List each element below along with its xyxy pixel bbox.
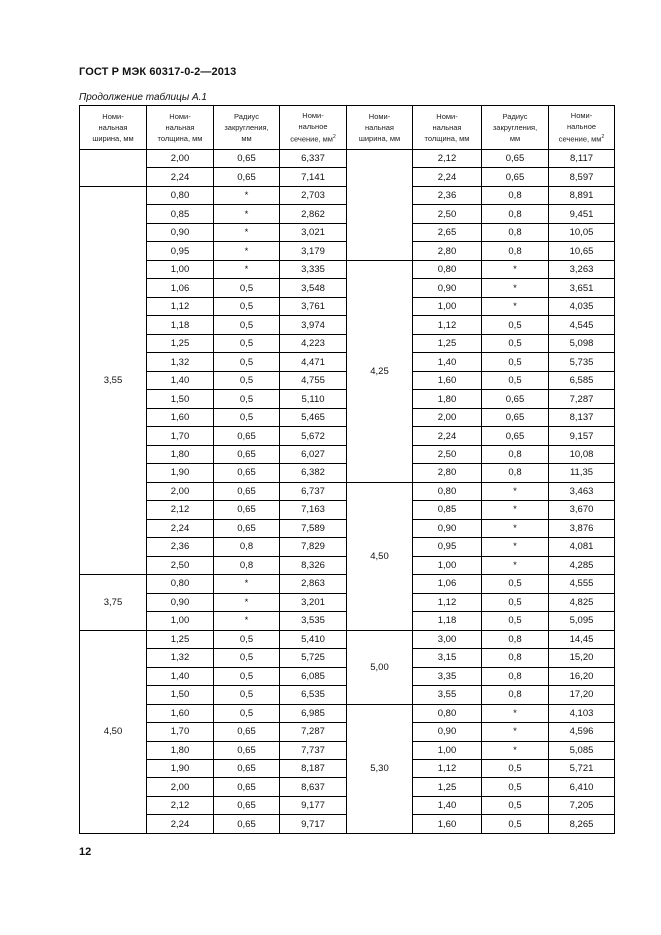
left-width-cell: 4,50 bbox=[80, 630, 147, 833]
left-thickness-cell: 1,12 bbox=[147, 297, 214, 315]
left-radius-cell: * bbox=[214, 223, 280, 241]
left-section-cell: 2,703 bbox=[280, 186, 347, 204]
left-thickness-cell: 2,36 bbox=[147, 538, 214, 556]
right-radius-cell: 0,8 bbox=[482, 186, 549, 204]
right-radius-cell: 0,65 bbox=[482, 168, 549, 186]
right-thickness-cell: 1,25 bbox=[413, 334, 482, 352]
left-thickness-cell: 2,00 bbox=[147, 150, 214, 168]
right-thickness-cell: 0,95 bbox=[413, 538, 482, 556]
left-thickness-cell: 2,12 bbox=[147, 501, 214, 519]
right-width-cell: 5,30 bbox=[347, 704, 413, 833]
right-section-cell: 6,410 bbox=[549, 778, 615, 796]
right-radius-cell: 0,5 bbox=[482, 371, 549, 389]
right-radius-cell: 0,8 bbox=[482, 686, 549, 704]
right-section-cell: 10,05 bbox=[549, 223, 615, 241]
right-thickness-cell: 2,24 bbox=[413, 168, 482, 186]
left-section-cell: 3,201 bbox=[280, 593, 347, 611]
left-thickness-cell: 1,32 bbox=[147, 353, 214, 371]
left-radius-cell: 0,65 bbox=[214, 501, 280, 519]
header-nominal-width-left: Номи- нальная ширина, мм bbox=[80, 106, 147, 150]
right-thickness-cell: 1,12 bbox=[413, 593, 482, 611]
left-section-cell: 7,163 bbox=[280, 501, 347, 519]
left-radius-cell: 0,65 bbox=[214, 150, 280, 168]
left-radius-cell: 0,65 bbox=[214, 427, 280, 445]
right-section-cell: 4,035 bbox=[549, 297, 615, 315]
left-thickness-cell: 1,60 bbox=[147, 408, 214, 426]
left-thickness-cell: 1,90 bbox=[147, 759, 214, 777]
left-radius-cell: 0,65 bbox=[214, 778, 280, 796]
right-section-cell: 16,20 bbox=[549, 667, 615, 685]
left-radius-cell: 0,65 bbox=[214, 168, 280, 186]
left-section-cell: 8,326 bbox=[280, 556, 347, 574]
left-thickness-cell: 0,90 bbox=[147, 223, 214, 241]
right-radius-cell: * bbox=[482, 279, 549, 297]
left-section-cell: 6,985 bbox=[280, 704, 347, 722]
table-row bbox=[80, 704, 615, 722]
right-width-cell: 4,50 bbox=[347, 482, 413, 630]
left-section-cell: 6,382 bbox=[280, 464, 347, 482]
left-section-cell: 7,141 bbox=[280, 168, 347, 186]
left-section-cell: 7,737 bbox=[280, 741, 347, 759]
right-thickness-cell: 1,00 bbox=[413, 297, 482, 315]
right-thickness-cell: 3,00 bbox=[413, 630, 482, 648]
right-thickness-cell: 2,80 bbox=[413, 242, 482, 260]
right-thickness-cell: 2,50 bbox=[413, 445, 482, 463]
right-section-cell: 9,451 bbox=[549, 205, 615, 223]
left-section-cell: 3,761 bbox=[280, 297, 347, 315]
left-radius-cell: * bbox=[214, 260, 280, 278]
right-section-cell: 5,735 bbox=[549, 353, 615, 371]
right-thickness-cell: 1,12 bbox=[413, 759, 482, 777]
document-title: ГОСТ Р МЭК 60317-0-2—2013 bbox=[79, 66, 237, 78]
right-section-cell: 4,545 bbox=[549, 316, 615, 334]
left-thickness-cell: 1,25 bbox=[147, 630, 214, 648]
header-corner-radius-right: Радиус закругления, мм bbox=[482, 106, 549, 150]
left-thickness-cell: 0,80 bbox=[147, 575, 214, 593]
right-radius-cell: 0,65 bbox=[482, 427, 549, 445]
left-section-cell: 5,465 bbox=[280, 408, 347, 426]
right-radius-cell: 0,8 bbox=[482, 205, 549, 223]
table-row bbox=[80, 150, 615, 168]
right-thickness-cell: 1,06 bbox=[413, 575, 482, 593]
table-row bbox=[80, 260, 615, 278]
left-radius-cell: * bbox=[214, 575, 280, 593]
left-thickness-cell: 1,00 bbox=[147, 260, 214, 278]
right-thickness-cell: 2,50 bbox=[413, 205, 482, 223]
left-section-cell: 3,548 bbox=[280, 279, 347, 297]
right-thickness-cell: 2,24 bbox=[413, 427, 482, 445]
right-section-cell: 3,463 bbox=[549, 482, 615, 500]
right-section-cell: 4,081 bbox=[549, 538, 615, 556]
right-thickness-cell: 1,25 bbox=[413, 778, 482, 796]
right-section-cell: 4,825 bbox=[549, 593, 615, 611]
left-radius-cell: 0,5 bbox=[214, 630, 280, 648]
right-radius-cell: 0,5 bbox=[482, 353, 549, 371]
right-section-cell: 4,285 bbox=[549, 556, 615, 574]
left-radius-cell: * bbox=[214, 186, 280, 204]
left-thickness-cell: 1,70 bbox=[147, 427, 214, 445]
right-thickness-cell: 2,36 bbox=[413, 186, 482, 204]
left-radius-cell: 0,5 bbox=[214, 279, 280, 297]
table-header-row bbox=[80, 106, 615, 150]
right-thickness-cell: 2,80 bbox=[413, 464, 482, 482]
superscript-two: 2 bbox=[332, 134, 336, 141]
left-section-cell: 4,223 bbox=[280, 334, 347, 352]
left-radius-cell: 0,5 bbox=[214, 704, 280, 722]
right-section-cell: 9,157 bbox=[549, 427, 615, 445]
page-number: 12 bbox=[79, 846, 92, 858]
right-radius-cell: 0,8 bbox=[482, 649, 549, 667]
left-radius-cell: 0,5 bbox=[214, 297, 280, 315]
right-width-cell bbox=[347, 150, 413, 261]
left-radius-cell: 0,5 bbox=[214, 408, 280, 426]
right-width-cell: 4,25 bbox=[347, 260, 413, 482]
right-thickness-cell: 1,80 bbox=[413, 390, 482, 408]
left-radius-cell: 0,5 bbox=[214, 649, 280, 667]
right-radius-cell: 0,8 bbox=[482, 223, 549, 241]
left-section-cell: 3,335 bbox=[280, 260, 347, 278]
left-section-cell: 2,863 bbox=[280, 575, 347, 593]
right-section-cell: 4,555 bbox=[549, 575, 615, 593]
right-radius-cell: * bbox=[482, 556, 549, 574]
right-section-cell: 10,08 bbox=[549, 445, 615, 463]
left-thickness-cell: 1,60 bbox=[147, 704, 214, 722]
header-nominal-section-right: Номи- нальное сечение, $мм^2$ bbox=[549, 106, 615, 150]
right-section-cell: 6,585 bbox=[549, 371, 615, 389]
right-section-cell: 5,085 bbox=[549, 741, 615, 759]
right-thickness-cell: 0,80 bbox=[413, 482, 482, 500]
left-width-cell: 3,55 bbox=[80, 186, 147, 574]
right-section-cell: 17,20 bbox=[549, 686, 615, 704]
right-radius-cell: 0,5 bbox=[482, 796, 549, 814]
left-section-cell: 3,021 bbox=[280, 223, 347, 241]
right-radius-cell: 0,65 bbox=[482, 150, 549, 168]
left-section-cell: 6,535 bbox=[280, 686, 347, 704]
right-thickness-cell: 0,90 bbox=[413, 279, 482, 297]
left-radius-cell: 0,5 bbox=[214, 686, 280, 704]
right-thickness-cell: 0,80 bbox=[413, 260, 482, 278]
right-section-cell: 3,876 bbox=[549, 519, 615, 537]
header-nominal-width-right: Номи- нальная ширина, мм bbox=[347, 106, 413, 150]
left-radius-cell: 0,65 bbox=[214, 741, 280, 759]
left-section-cell: 2,862 bbox=[280, 205, 347, 223]
left-thickness-cell: 1,25 bbox=[147, 334, 214, 352]
right-radius-cell: 0,8 bbox=[482, 445, 549, 463]
right-radius-cell: 0,5 bbox=[482, 316, 549, 334]
left-thickness-cell: 2,50 bbox=[147, 556, 214, 574]
right-radius-cell: 0,65 bbox=[482, 408, 549, 426]
left-thickness-cell: 0,80 bbox=[147, 186, 214, 204]
left-thickness-cell: 1,70 bbox=[147, 723, 214, 741]
left-thickness-cell: 1,50 bbox=[147, 686, 214, 704]
left-radius-cell: 0,65 bbox=[214, 796, 280, 814]
right-width-cell: 5,00 bbox=[347, 630, 413, 704]
left-thickness-cell: 0,90 bbox=[147, 593, 214, 611]
left-radius-cell: 0,5 bbox=[214, 390, 280, 408]
left-section-cell: 9,717 bbox=[280, 815, 347, 834]
right-radius-cell: * bbox=[482, 519, 549, 537]
table-caption: Продолжение таблицы А.1 bbox=[79, 92, 207, 103]
left-radius-cell: * bbox=[214, 593, 280, 611]
right-radius-cell: 0,5 bbox=[482, 612, 549, 630]
header-corner-radius-left: Радиус закругления, мм bbox=[214, 106, 280, 150]
left-radius-cell: 0,5 bbox=[214, 353, 280, 371]
left-thickness-cell: 2,00 bbox=[147, 482, 214, 500]
left-thickness-cell: 2,00 bbox=[147, 778, 214, 796]
right-section-cell: 8,137 bbox=[549, 408, 615, 426]
right-section-cell: 14,45 bbox=[549, 630, 615, 648]
left-radius-cell: 0,65 bbox=[214, 815, 280, 834]
right-radius-cell: 0,8 bbox=[482, 242, 549, 260]
left-section-cell: 6,337 bbox=[280, 150, 347, 168]
left-thickness-cell: 2,12 bbox=[147, 796, 214, 814]
right-thickness-cell: 3,15 bbox=[413, 649, 482, 667]
right-radius-cell: * bbox=[482, 260, 549, 278]
right-thickness-cell: 1,60 bbox=[413, 815, 482, 834]
right-radius-cell: 0,5 bbox=[482, 778, 549, 796]
right-section-cell: 7,205 bbox=[549, 796, 615, 814]
right-radius-cell: * bbox=[482, 538, 549, 556]
right-section-cell: 5,721 bbox=[549, 759, 615, 777]
right-section-cell: 5,095 bbox=[549, 612, 615, 630]
left-thickness-cell: 0,85 bbox=[147, 205, 214, 223]
left-radius-cell: 0,5 bbox=[214, 371, 280, 389]
right-section-cell: 3,263 bbox=[549, 260, 615, 278]
left-section-cell: 5,725 bbox=[280, 649, 347, 667]
right-section-cell: 11,35 bbox=[549, 464, 615, 482]
left-thickness-cell: 1,80 bbox=[147, 741, 214, 759]
left-thickness-cell: 1,50 bbox=[147, 390, 214, 408]
left-radius-cell: * bbox=[214, 612, 280, 630]
header-nominal-thickness-left: Номи- нальная толщина, мм bbox=[147, 106, 214, 150]
left-section-cell: 8,637 bbox=[280, 778, 347, 796]
right-thickness-cell: 1,00 bbox=[413, 556, 482, 574]
right-thickness-cell: 0,80 bbox=[413, 704, 482, 722]
left-radius-cell: 0,65 bbox=[214, 723, 280, 741]
header-nominal-thickness-right: Номи- нальная толщина, мм bbox=[413, 106, 482, 150]
left-radius-cell: 0,5 bbox=[214, 334, 280, 352]
right-radius-cell: 0,8 bbox=[482, 464, 549, 482]
left-thickness-cell: 1,90 bbox=[147, 464, 214, 482]
right-section-cell: 4,596 bbox=[549, 723, 615, 741]
right-thickness-cell: 3,35 bbox=[413, 667, 482, 685]
right-radius-cell: * bbox=[482, 501, 549, 519]
left-radius-cell: 0,65 bbox=[214, 519, 280, 537]
right-section-cell: 10,65 bbox=[549, 242, 615, 260]
left-section-cell: 6,027 bbox=[280, 445, 347, 463]
right-radius-cell: 0,5 bbox=[482, 759, 549, 777]
left-thickness-cell: 2,24 bbox=[147, 168, 214, 186]
right-radius-cell: 0,5 bbox=[482, 334, 549, 352]
right-radius-cell: * bbox=[482, 482, 549, 500]
left-thickness-cell: 2,24 bbox=[147, 815, 214, 834]
left-radius-cell: 0,65 bbox=[214, 445, 280, 463]
right-thickness-cell: 1,00 bbox=[413, 741, 482, 759]
left-section-cell: 7,287 bbox=[280, 723, 347, 741]
right-radius-cell: * bbox=[482, 741, 549, 759]
left-thickness-cell: 0,95 bbox=[147, 242, 214, 260]
left-section-cell: 4,755 bbox=[280, 371, 347, 389]
right-section-cell: 3,670 bbox=[549, 501, 615, 519]
right-section-cell: 8,265 bbox=[549, 815, 615, 834]
right-thickness-cell: 2,00 bbox=[413, 408, 482, 426]
left-thickness-cell: 1,40 bbox=[147, 667, 214, 685]
left-thickness-cell: 1,18 bbox=[147, 316, 214, 334]
left-section-cell: 3,535 bbox=[280, 612, 347, 630]
right-thickness-cell: 0,90 bbox=[413, 519, 482, 537]
right-radius-cell: 0,5 bbox=[482, 593, 549, 611]
left-width-cell bbox=[80, 150, 147, 187]
right-thickness-cell: 1,60 bbox=[413, 371, 482, 389]
left-radius-cell: 0,8 bbox=[214, 538, 280, 556]
right-radius-cell: * bbox=[482, 723, 549, 741]
right-section-cell: 3,651 bbox=[549, 279, 615, 297]
left-thickness-cell: 1,80 bbox=[147, 445, 214, 463]
right-radius-cell: 0,8 bbox=[482, 667, 549, 685]
right-thickness-cell: 3,55 bbox=[413, 686, 482, 704]
left-section-cell: 3,974 bbox=[280, 316, 347, 334]
left-radius-cell: 0,5 bbox=[214, 667, 280, 685]
right-radius-cell: 0,5 bbox=[482, 575, 549, 593]
right-section-cell: 8,891 bbox=[549, 186, 615, 204]
left-section-cell: 5,410 bbox=[280, 630, 347, 648]
left-radius-cell: 0,65 bbox=[214, 464, 280, 482]
right-radius-cell: 0,5 bbox=[482, 815, 549, 834]
table-row bbox=[80, 482, 615, 500]
table-row bbox=[80, 630, 615, 648]
right-thickness-cell: 0,90 bbox=[413, 723, 482, 741]
right-section-cell: 15,20 bbox=[549, 649, 615, 667]
superscript-two: 2 bbox=[601, 134, 605, 141]
right-section-cell: 7,287 bbox=[549, 390, 615, 408]
right-thickness-cell: 0,85 bbox=[413, 501, 482, 519]
right-section-cell: 4,103 bbox=[549, 704, 615, 722]
left-section-cell: 5,672 bbox=[280, 427, 347, 445]
right-thickness-cell: 1,40 bbox=[413, 353, 482, 371]
left-section-cell: 9,177 bbox=[280, 796, 347, 814]
left-section-cell: 8,187 bbox=[280, 759, 347, 777]
dimensions-table bbox=[79, 105, 615, 834]
left-radius-cell: 0,5 bbox=[214, 316, 280, 334]
left-section-cell: 7,589 bbox=[280, 519, 347, 537]
right-section-cell: 8,597 bbox=[549, 168, 615, 186]
left-radius-cell: 0,65 bbox=[214, 759, 280, 777]
left-section-cell: 5,110 bbox=[280, 390, 347, 408]
right-radius-cell: * bbox=[482, 297, 549, 315]
left-radius-cell: 0,65 bbox=[214, 482, 280, 500]
left-radius-cell: * bbox=[214, 242, 280, 260]
right-radius-cell: 0,8 bbox=[482, 630, 549, 648]
left-thickness-cell: 1,00 bbox=[147, 612, 214, 630]
right-radius-cell: * bbox=[482, 704, 549, 722]
right-section-cell: 5,098 bbox=[549, 334, 615, 352]
right-thickness-cell: 1,40 bbox=[413, 796, 482, 814]
left-section-cell: 6,737 bbox=[280, 482, 347, 500]
header-nominal-section-left: Номи- нальное сечение, $мм^2$ bbox=[280, 106, 347, 150]
left-radius-cell: * bbox=[214, 205, 280, 223]
left-thickness-cell: 1,40 bbox=[147, 371, 214, 389]
left-thickness-cell: 1,32 bbox=[147, 649, 214, 667]
right-radius-cell: 0,65 bbox=[482, 390, 549, 408]
right-thickness-cell: 2,12 bbox=[413, 150, 482, 168]
right-section-cell: 8,117 bbox=[549, 150, 615, 168]
right-thickness-cell: 1,18 bbox=[413, 612, 482, 630]
left-radius-cell: 0,8 bbox=[214, 556, 280, 574]
left-section-cell: 4,471 bbox=[280, 353, 347, 371]
left-section-cell: 3,179 bbox=[280, 242, 347, 260]
left-section-cell: 6,085 bbox=[280, 667, 347, 685]
left-width-cell: 3,75 bbox=[80, 575, 147, 630]
left-thickness-cell: 1,06 bbox=[147, 279, 214, 297]
right-thickness-cell: 1,12 bbox=[413, 316, 482, 334]
left-section-cell: 7,829 bbox=[280, 538, 347, 556]
left-thickness-cell: 2,24 bbox=[147, 519, 214, 537]
right-thickness-cell: 2,65 bbox=[413, 223, 482, 241]
